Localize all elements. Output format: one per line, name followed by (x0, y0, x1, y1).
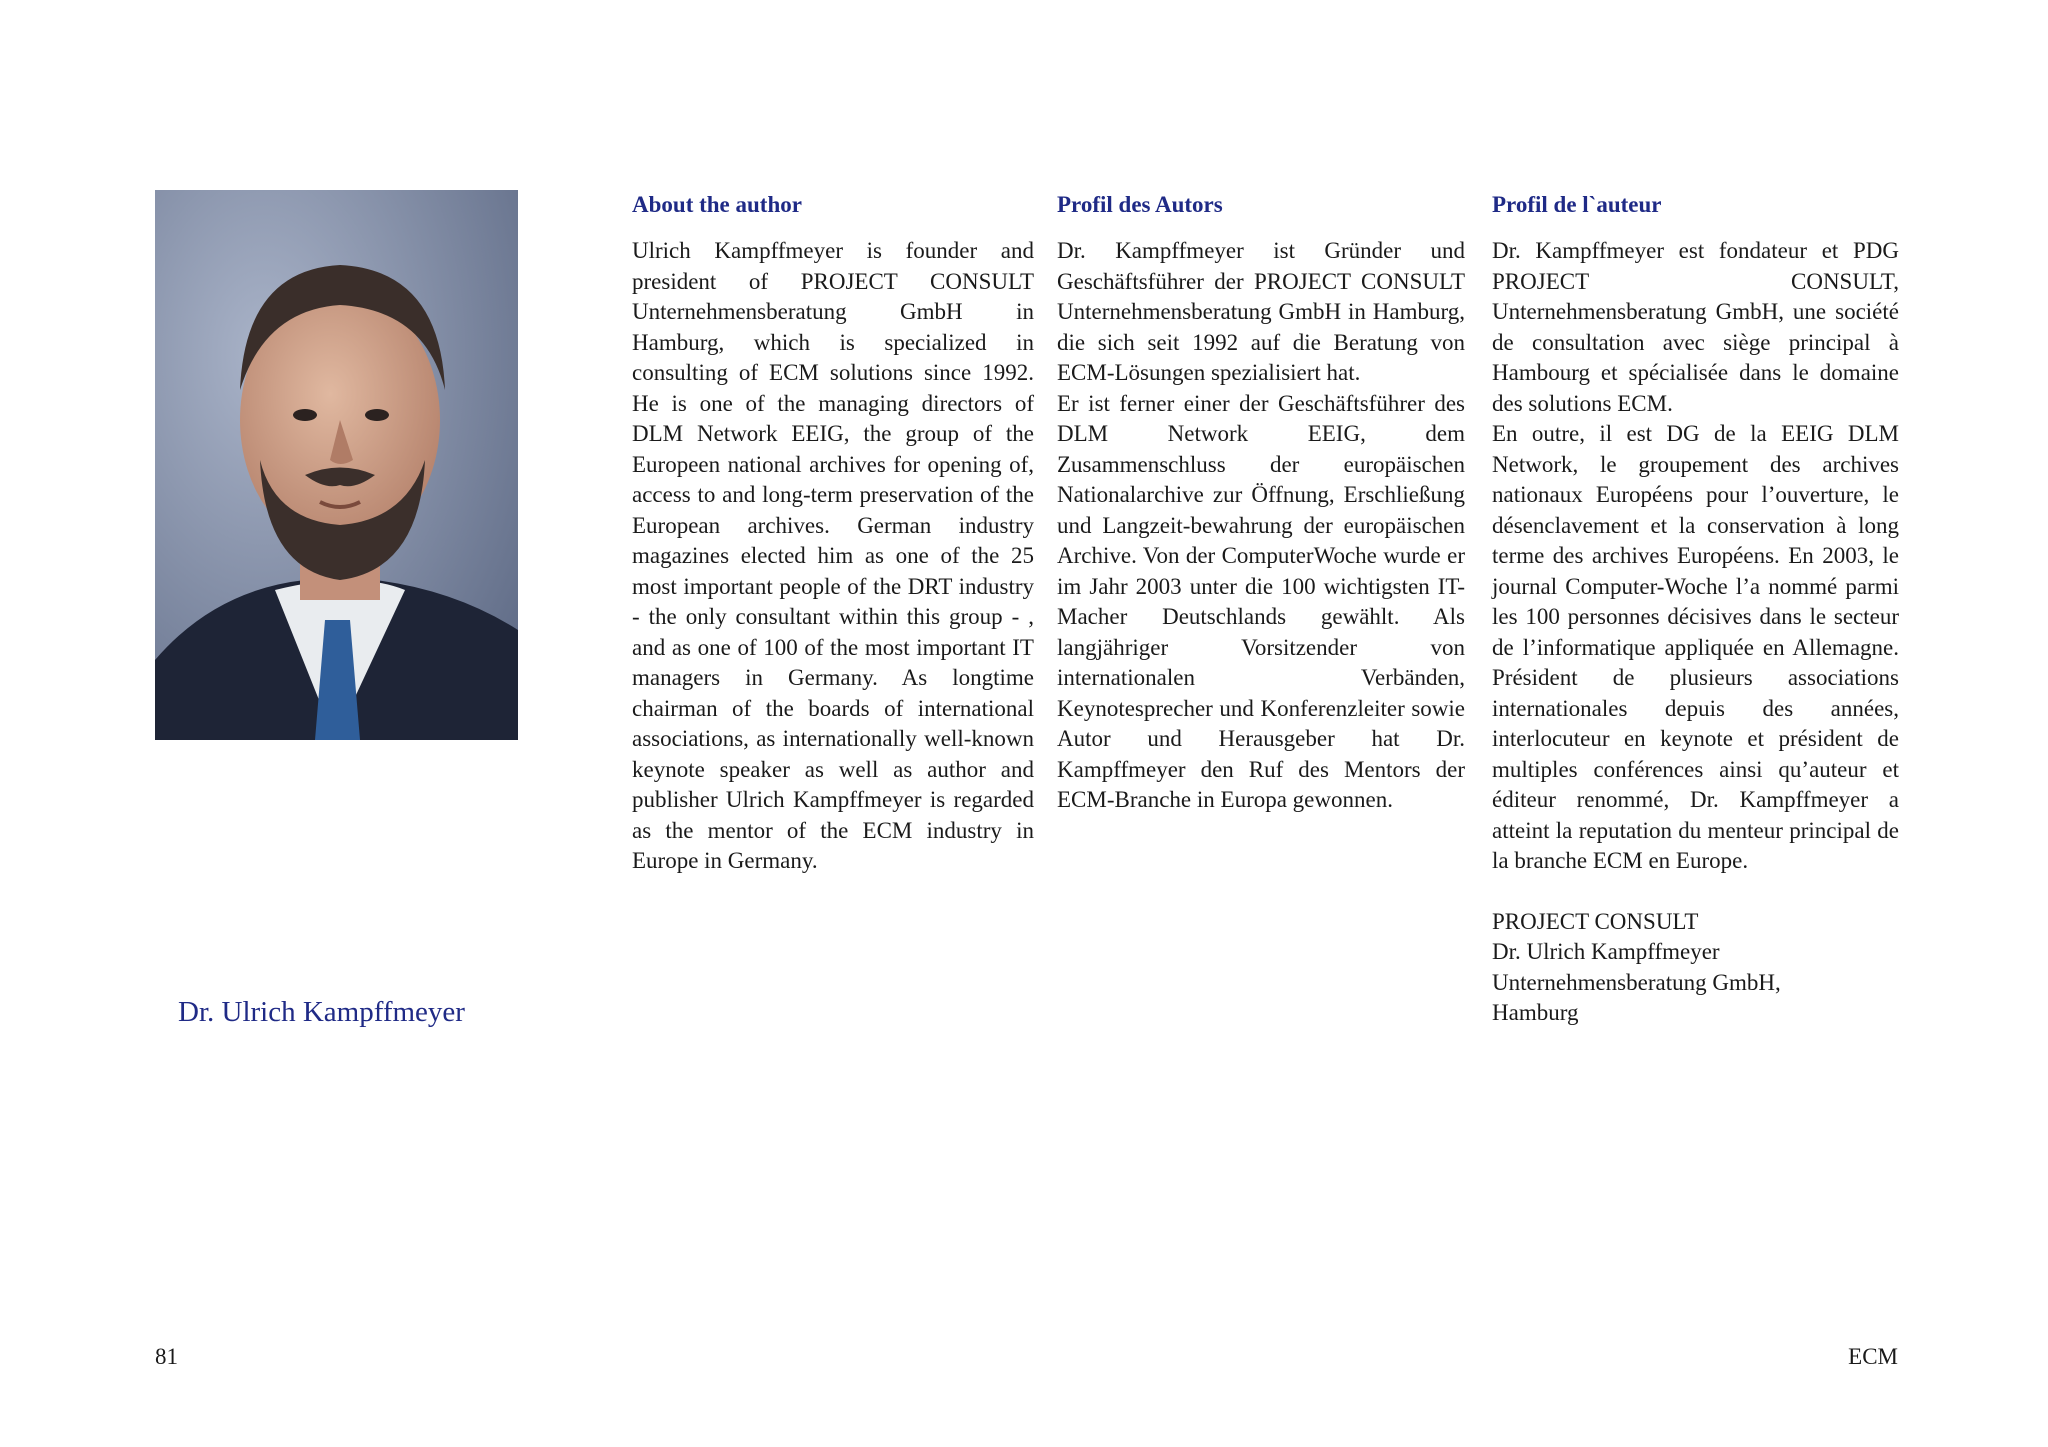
german-bio-paragraph-1: Dr. Kampffmeyer ist Gründer und Geschäftsführer der PROJECT CONSULT Unternehmensberatung GmbH in Hamburg, die sich seit 1992 auf die Beratung von ECM-Lösungen spezialisiert hat. (1057, 238, 1465, 385)
heading-profil-de-lauteur: Profil de l`auteur (1492, 192, 1662, 217)
address-line: Hamburg (1492, 1000, 1579, 1025)
column-french (1492, 190, 1899, 1029)
french-bio-paragraph-2: En outre, il est DG de la EEIG DLM Network, le groupement des archives nationaux Européens pour l’ouverture, le désenclavement et la conservation à long terme des archives Européens. En 2003, le journal Computer-Woche l’a nommé parmi les 100 personnes décisives dans le secteur de l’informatique appliquée en Allemagne. Président de plusieurs associations internationales depuis des années, interlocuteur en keynote et président de multiples conférences ainsi qu’auteur et éditeur renommé, Dr. Kampffmeyer a atteint la reputation du menteur principal de la branche ECM en Europe. (1492, 421, 1899, 873)
german-bio-paragraph-2: Er ist ferner einer der Geschäftsführer des DLM Network EEIG, dem Zusammenschluss der europäischen Nationalarchive zur Öffnung, Erschließung und Langzeit-bewahrung der europäischen Archive. Von der ComputerWoche wurde er im Jahr 2003 unter die 100 wichtigsten IT-Macher Deutschlands gewählt. Als langjähriger Vorsitzender von internationalen Verbänden, Keynotesprecher und Konferenzleiter sowie Autor und Herausgeber hat Dr. Kampffmeyer den Ruf des Mentors der ECM-Branche in Europa gewonnen. (1057, 390, 1465, 812)
english-bio-text: Ulrich Kampffmeyer is founder and president of PROJECT CONSULT Unternehmensberatung GmbH in Hamburg, which is specialized in consulting of ECM solutions since 1992. He is one of the managing directors of DLM Network EEIG, the group of the Europeen national archives for opening of, access to and long-term preservation of the European archives. German industry magazines elected him as one of the 25 most important people of the DRT industry - the only consultant within this group - , and as one of 100 of the most important IT managers in Germany. As longtime chairman of the boards of international associations, as internationally well-known keynote speaker as well as author and publisher Ulrich Kampffmeyer is regarded as the mentor of the ECM industry in Europe in Germany. (632, 238, 1034, 873)
french-bio-paragraph-1: Dr. Kampffmeyer est fondateur et PDG PROJECT CONSULT, Unternehmensberatung GmbH, une société de consultation avec siège principal à Hambourg et spécialisée dans le domaine des solutions ECM. (1492, 238, 1899, 416)
column-english (632, 190, 1034, 877)
heading-about-the-author: About the author (632, 192, 802, 217)
portrait-illustration (155, 190, 518, 740)
author-name: Dr. Ulrich Kampffmeyer (178, 996, 465, 1028)
address-line: Unternehmensberatung GmbH, (1492, 969, 1781, 995)
author-portrait-photo (155, 190, 518, 740)
address-line: Dr. Ulrich Kampffmeyer (1492, 939, 1720, 964)
footer-label: ECM (1848, 1344, 1898, 1369)
page-number: 81 (155, 1344, 178, 1369)
address-line: PROJECT CONSULT (1492, 908, 1699, 934)
heading-profil-des-autors: Profil des Autors (1057, 192, 1223, 217)
company-address-block (1492, 907, 1899, 1029)
column-german (1057, 190, 1465, 816)
